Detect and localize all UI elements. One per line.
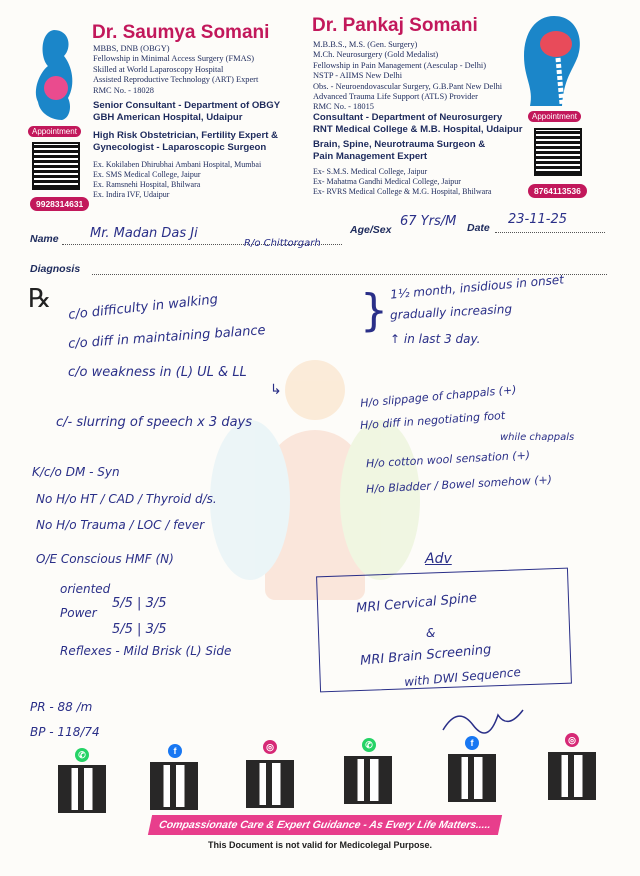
doctor1-phone[interactable]: 9928314631: [30, 197, 89, 211]
specialty-line: High Risk Obstetrician, Fertility Expert &: [93, 130, 278, 141]
qual-line: Advanced Trauma Life Support (ATLS) Provider: [313, 92, 478, 102]
qual-line: M.Ch. Neurosurgery (Gold Medalist): [313, 50, 439, 60]
qual-line: RMC No. - 18015: [313, 102, 374, 112]
rx-symbol: ℞: [28, 284, 52, 314]
doctor2-qr-code[interactable]: [534, 128, 582, 176]
history-right-3: while chappals: [500, 432, 575, 443]
advice-3: MRI Brain Screening: [359, 642, 492, 669]
facebook-icon[interactable]: f: [168, 744, 182, 758]
specialty-line: Gynecologist - Laparoscopic Surgeon: [93, 142, 267, 153]
qual-line: Fellowship in Minimal Access Surgery (FMAS): [93, 54, 255, 64]
experience-line: Ex. Ramsnehi Hospital, Bhilwara: [93, 180, 201, 189]
power-row-1: 5/5 | 3/5: [112, 596, 167, 611]
advice-1: MRI Cervical Spine: [355, 590, 478, 617]
doctor2-logo: [520, 12, 586, 108]
history-right-2: H/o diff in negotiating foot: [359, 408, 506, 433]
complaint-2: c/o diff in maintaining balance: [67, 323, 267, 352]
doctor2-phone[interactable]: 8764113536: [528, 184, 587, 198]
doctor1-position: [93, 100, 280, 124]
exam-pr: PR - 88 /m: [30, 700, 93, 714]
whatsapp-qr-code[interactable]: [58, 765, 106, 813]
visit-date: 23-11-25: [508, 212, 568, 227]
qual-line: NSTP - AIIMS New Delhi: [313, 71, 403, 81]
qual-line: Skilled at World Laparoscopy Hospital: [93, 64, 224, 74]
qual-line: RMC No. - 18028: [93, 85, 154, 95]
advice-2: &: [426, 626, 436, 640]
experience-line: Ex- S.M.S. Medical College, Jaipur: [313, 167, 428, 176]
doctor2-position: [313, 112, 522, 136]
doctor1-specialty: [93, 130, 278, 154]
qual-line: Obs. - Neuroendovascular Surgery, G.B.Pant New Delhi: [313, 81, 503, 91]
exam-bp: BP - 118/74: [30, 725, 100, 739]
doctor1-appointment-label: Appointment: [28, 126, 81, 137]
doctor1-qr-code[interactable]: [32, 142, 80, 190]
footer-tagline: Compassionate Care & Expert Guidance - As Every Life Matters.....: [148, 815, 502, 835]
facebook-qr-code[interactable]: [150, 762, 198, 810]
complaint-4: c/- slurring of speech x 3 days: [56, 415, 253, 430]
position-line: GBH American Hospital, Udaipur: [93, 112, 243, 123]
specialty-line: Brain, Spine, Neurotrauma Surgeon &: [313, 139, 486, 150]
doctor2-qualifications: [313, 40, 502, 113]
doctor1-name: Dr. Saumya Somani: [92, 22, 270, 43]
duration-1: 1½ month, insidious in onset: [389, 272, 565, 302]
specialty-line: Pain Management Expert: [313, 151, 428, 162]
qual-line: M.B.B.S., M.S. (Gen. Surgery): [313, 40, 418, 49]
name-label: Name: [30, 233, 59, 245]
instagram-icon[interactable]: ◎: [565, 733, 579, 747]
advice-4: with DWI Sequence: [403, 664, 522, 690]
instagram-qr-code[interactable]: [548, 752, 596, 800]
history-right-1: H/o slippage of chappals (+): [359, 383, 517, 410]
patient-name: Mr. Madan Das Ji: [90, 226, 198, 241]
complaint-3: c/o weakness in (L) UL & LL: [68, 365, 247, 380]
arrow: ↳: [270, 382, 282, 398]
patient-age-sex: 67 Yrs/M: [400, 214, 457, 229]
exam-power-label: Power: [60, 606, 97, 620]
date-label: Date: [467, 222, 490, 234]
duration-2: gradually increasing: [389, 301, 513, 323]
doctor2-name: Dr. Pankaj Somani: [312, 15, 478, 36]
power-row-2: 5/5 | 3/5: [112, 622, 167, 637]
experience-line: Ex. Indira IVF, Udaipur: [93, 190, 170, 199]
experience-line: Ex- Mahatma Gandhi Medical College, Jaipur: [313, 177, 461, 186]
experience-line: Ex- RVRS Medical College & M.G. Hospital, Bhilwara: [313, 187, 492, 196]
qual-line: MBBS, DNB (OBGY): [93, 44, 170, 53]
history-left-1: K/c/o DM - Syn: [32, 465, 120, 479]
footer-disclaimer: This Document is not valid for Medicolegal Purpose.: [207, 840, 433, 850]
doctor2-experience: [313, 167, 491, 197]
experience-line: Ex. Kokilaben Dhirubhai Ambani Hospital, Mumbai: [93, 160, 262, 169]
diagnosis-label: Diagnosis: [30, 263, 81, 275]
patient-address: R/o Chittorgarh: [244, 238, 321, 249]
exam-2: oriented: [60, 582, 111, 596]
whatsapp-icon[interactable]: ✆: [362, 738, 376, 752]
history-left-3: No H/o Trauma / LOC / fever: [36, 518, 205, 532]
whatsapp-qr-code[interactable]: [344, 756, 392, 804]
doctor2-appointment-label: Appointment: [528, 111, 581, 122]
qual-line: Fellowship in Pain Management (Aesculap - Delhi): [313, 60, 487, 70]
instagram-qr-code[interactable]: [246, 760, 294, 808]
position-line: RNT Medical College & M.B. Hospital, Udaipur: [313, 124, 523, 135]
qual-line: Assisted Reproductive Technology (ART) Expert: [93, 75, 259, 85]
exam-1: O/E Conscious HMF (N): [36, 552, 174, 566]
duration-3: ↑ in last 3 day.: [390, 332, 481, 346]
doctor-signature: [438, 700, 528, 745]
doctor1-experience: [93, 160, 261, 200]
facebook-icon[interactable]: f: [465, 736, 479, 750]
date-line: [495, 232, 605, 233]
doctor1-logo: [26, 26, 82, 122]
doctor1-qualifications: [93, 44, 258, 96]
age-sex-label: Age/Sex: [350, 224, 392, 236]
history-left-2: No H/o HT / CAD / Thyroid d/s.: [36, 492, 217, 506]
position-line: Consultant - Department of Neurosurgery: [313, 112, 503, 123]
complaint-1: c/o difficulty in walking: [67, 292, 219, 323]
history-right-5: H/o Bladder / Bowel somehow (+): [365, 473, 553, 496]
bracket: }: [360, 285, 388, 336]
position-line: Senior Consultant - Department of OBGY: [93, 100, 281, 111]
whatsapp-icon[interactable]: ✆: [75, 748, 89, 762]
experience-line: Ex. SMS Medical College, Jaipur: [93, 170, 201, 179]
doctor2-specialty: [313, 139, 485, 163]
facebook-qr-code[interactable]: [448, 754, 496, 802]
history-right-4: H/o cotton wool sensation (+): [365, 448, 531, 471]
instagram-icon[interactable]: ◎: [263, 740, 277, 754]
advice-label: Adv: [425, 551, 452, 567]
exam-reflexes: Reflexes - Mild Brisk (L) Side: [60, 644, 232, 658]
